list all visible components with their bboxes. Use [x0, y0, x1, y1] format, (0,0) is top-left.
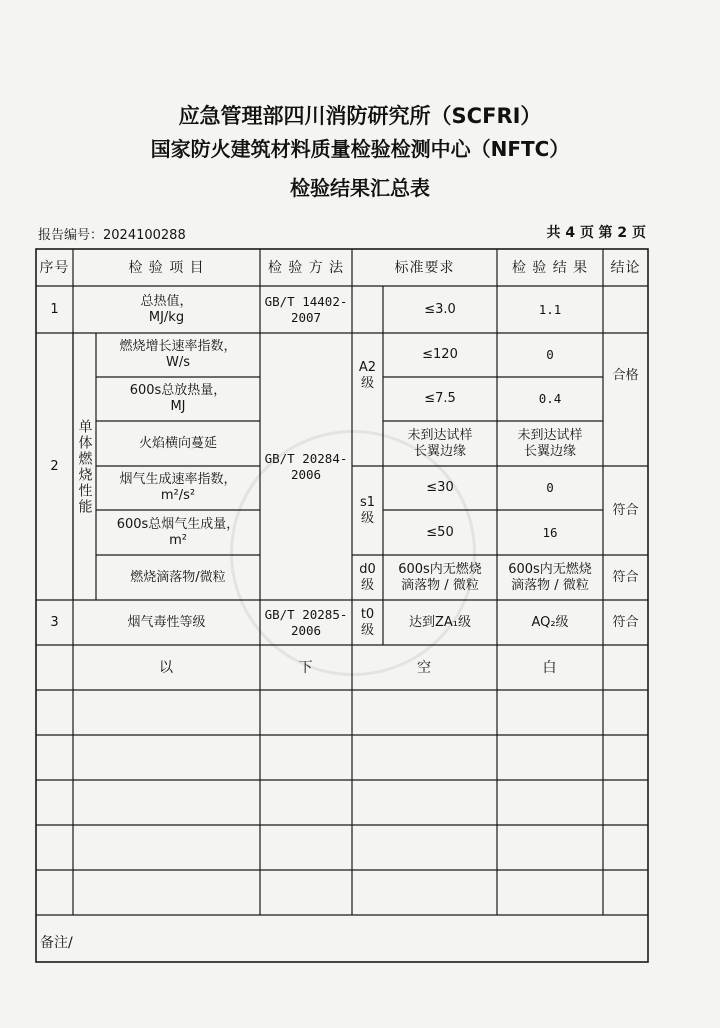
s1-grade-label: s1 级	[359, 494, 376, 526]
report-number: 报告编号：2024100288	[38, 228, 186, 243]
row3-seq: 3	[50, 614, 59, 630]
remarks-label: 备注	[40, 935, 68, 951]
row2-req-total-heat: ≤7.5	[424, 391, 456, 406]
row3-requirement: 达到ZA₁级	[408, 614, 471, 630]
document-title: 检验结果汇总表	[290, 176, 430, 200]
header-requirement: 标准要求	[394, 259, 455, 276]
row2-req-growth-rate: ≤120	[422, 347, 458, 362]
row2-result-flame-spread: 未到达试样 长翼边缘	[517, 427, 583, 459]
row1-item: 总热值， MJ/kg	[140, 293, 193, 325]
row2-req-droplets: 600s内无燃烧 滴落物 / 微粒	[398, 561, 482, 593]
a2-grade-label: A2 级	[358, 360, 377, 391]
row2-req-total-smoke: ≤50	[426, 524, 454, 540]
blank-marker-3: 空	[417, 659, 432, 676]
row3-result: AQ₂级	[531, 614, 569, 630]
s1-conclusion: 符合	[612, 502, 639, 518]
row1-method: GB/T 14402- 2007	[264, 293, 348, 325]
row2-seq: 2	[50, 458, 59, 474]
row2-result-droplets: 600s内无燃烧 滴落物 / 微粒	[508, 561, 592, 593]
row2-result-growth-rate: 0	[546, 347, 554, 362]
row2-item-total-heat: 600s总放热量， MJ	[129, 383, 227, 414]
a2-conclusion: 合格	[612, 368, 639, 383]
header-result: 检 验 结 果	[511, 259, 589, 276]
row2-result-smoke-rate: 0	[546, 480, 554, 495]
row1-result: 1.1	[538, 301, 562, 317]
center-title: 国家防火建筑材料质量检验检测中心（NFTC）	[150, 137, 570, 161]
blank-marker-1: 以	[159, 659, 174, 676]
t0-grade-label: t0 级	[360, 606, 375, 638]
row2-method: GB/T 20284- 2006	[264, 450, 348, 482]
header-conclusion: 结论	[610, 259, 641, 276]
row2-category: 单体燃烧性能	[76, 418, 93, 515]
row3-method: GB/T 20285- 2006	[264, 606, 348, 638]
d0-conclusion: 符合	[612, 569, 639, 585]
row2-req-smoke-rate: ≤30	[426, 480, 454, 495]
row2-item-flame-spread: 火焰横向蔓延	[138, 435, 217, 451]
row1-requirement: ≤3.0	[424, 301, 456, 317]
row1-seq: 1	[50, 301, 59, 317]
remarks-value: /	[68, 935, 73, 951]
header-item: 检 验 项 目	[128, 259, 205, 276]
row3-conclusion: 符合	[612, 614, 639, 630]
row2-item-smoke-rate: 烟气生成速率指数， m²/s²	[119, 472, 237, 503]
row2-item-droplets: 燃烧滴落物/微粒	[130, 569, 226, 585]
blank-marker-2: 下	[298, 659, 314, 676]
row2-req-flame-spread: 未到达试样 长翼边缘	[407, 427, 473, 459]
institute-title: 应急管理部四川消防研究所（SCFRI）	[178, 104, 542, 128]
page-total: 共 4 页	[546, 225, 595, 241]
row3-item: 烟气毒性等级	[127, 614, 206, 630]
row2-result-total-heat: 0.4	[538, 391, 562, 406]
page-current: 第 2 页	[598, 225, 646, 241]
header-method: 检 验 方 法	[267, 259, 345, 276]
row2-result-total-smoke: 16	[542, 524, 558, 540]
row2-item-total-smoke: 600s总烟气生成量， m²	[116, 516, 240, 548]
header-seq: 序号	[39, 259, 70, 276]
blank-marker-4: 白	[542, 659, 558, 676]
row2-item-growth-rate: 燃烧增长速率指数， W/s	[119, 339, 237, 370]
d0-grade-label: d0 级	[359, 561, 376, 593]
remarks	[40, 932, 73, 952]
